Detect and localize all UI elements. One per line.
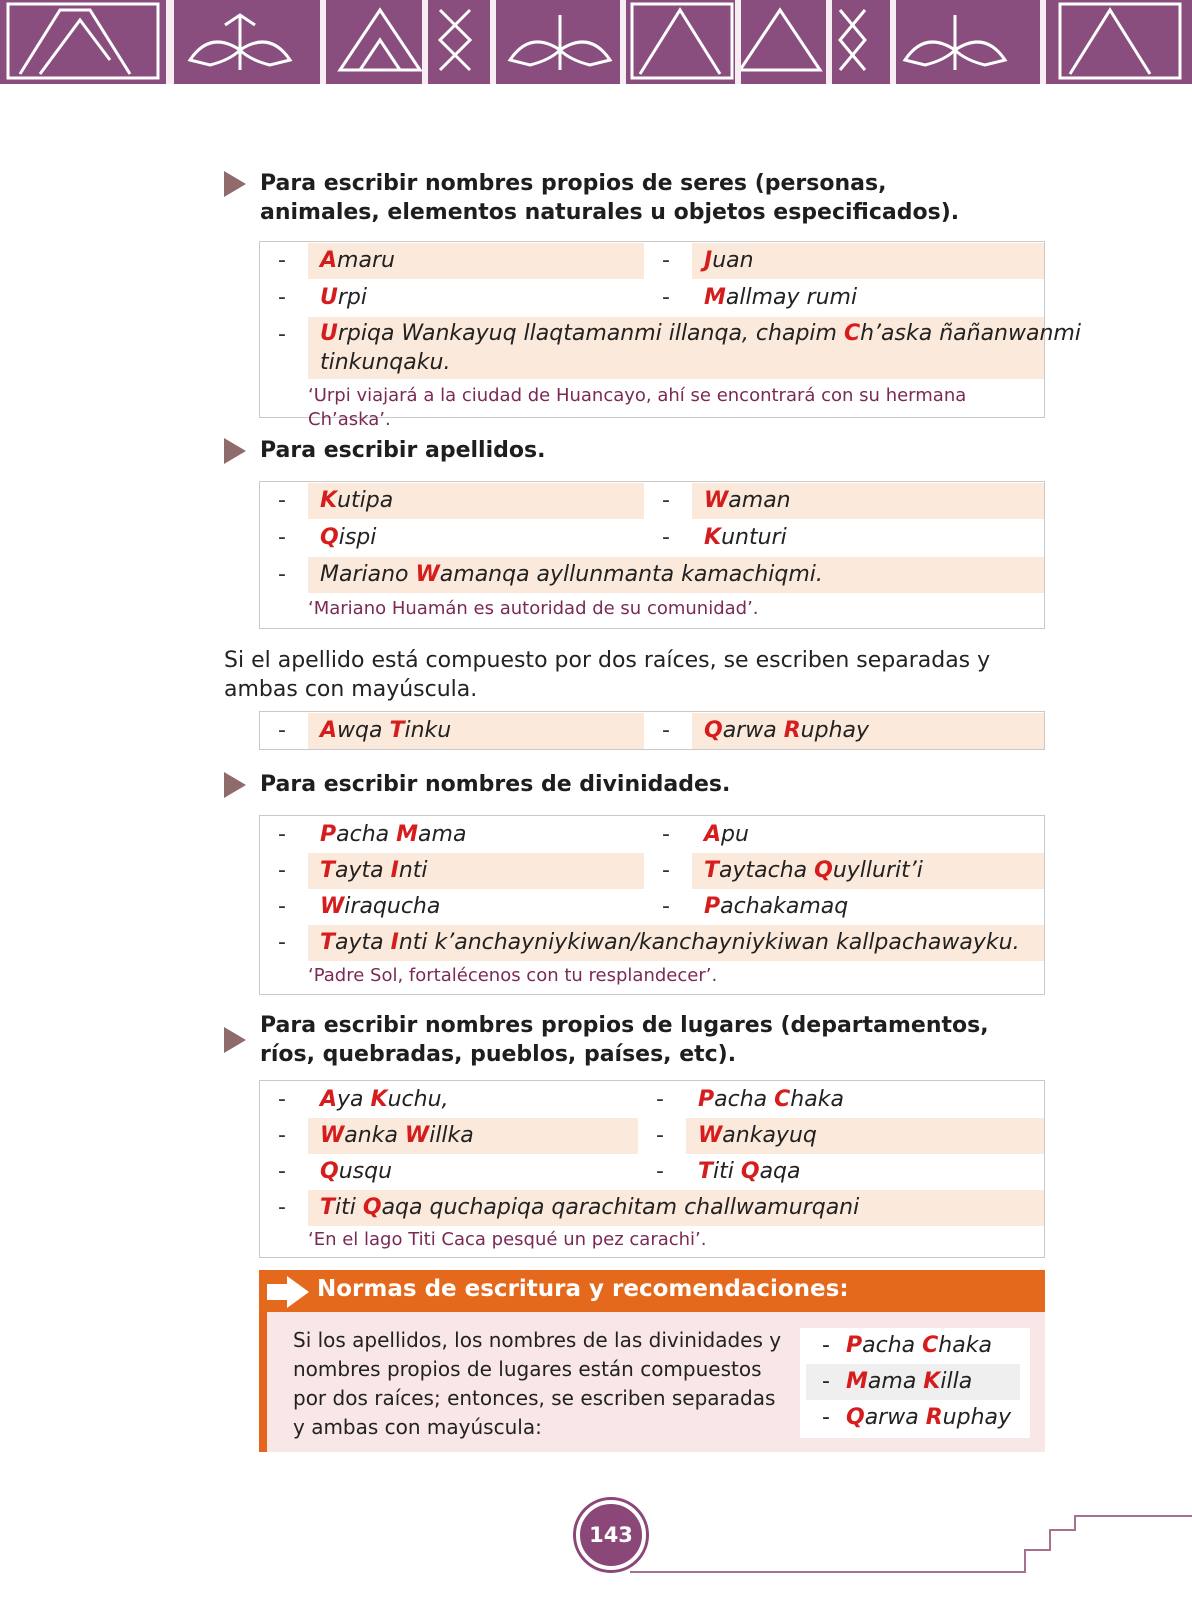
triangle-bullet-icon (224, 171, 246, 197)
compound-surname-paragraph: Si el apellido está compuesto por dos raíces, se escriben separadas y ambas con mayúscula. (224, 648, 991, 702)
example-box-divinidades: - Pacha Mama - Apu - Tayta Inti - Taytacha Quyllurit’i - Wiraqucha - Pachakamaq - Tayta Inti k’anchayniykiwan/kanchayniykiwan kallpachawayku. ‘Padre Sol, fortalécenos con tu resplandecer’. (259, 815, 1045, 995)
list-item: - Mama Killa (806, 1364, 1020, 1400)
example-box-lugares: - Aya Kuchu, - Pacha Chaka - Wanka Willka - Wankayuq - Qusqu - Titi Qaqa - Titi Qaqa quchapiqa qarachitam challwamurqani ‘En el lago Titi Caca pesqué un pez carachi’. (259, 1080, 1045, 1258)
triangle-bullet-icon (224, 438, 246, 464)
normas-examples (800, 1328, 1030, 1438)
page-number: 143 (576, 1500, 646, 1570)
normas-header: Normas de escritura y recomendaciones: (259, 1270, 1045, 1312)
translation: ‘Urpi viajará a la ciudad de Huancayo, ahí se encontrará con su hermana Ch’aska’. (308, 385, 967, 430)
example-box-compuesto: - Awqa Tinku - Qarwa Ruphay (259, 711, 1045, 750)
list-item: - Qarwa Ruphay (822, 1405, 1012, 1430)
translation: ‘En el lago Titi Caca pesqué un pez carachi’. (308, 1229, 707, 1250)
translation: ‘Mariano Huamán es autoridad de su comunidad’. (308, 598, 759, 619)
triangle-bullet-icon (224, 1027, 246, 1053)
arrow-right-icon (265, 1274, 311, 1310)
normas-box (259, 1270, 1045, 1452)
normas-text: Si los apellidos, los nombres de las divinidades y nombres propios de lugares están compuestos por dos raíces; entonces, se escriben separadas y ambas con mayúscula: (293, 1328, 782, 1439)
example-box-seres: - Amaru - Juan - Urpi - Mallmay rumi - Urpiqa Wankayuq llaqtamanmi illanqa, chapim Ch’aska ñañanwanmi tinkunqaku. ‘Urpi viajará a la ciudad de Huancayo, ahí se encontrará con su hermana Ch’aska’. (259, 241, 1045, 418)
example-box-apellidos: - Kutipa - Waman - Qispi - Kunturi - Mariano Wamanqa ayllunmanta kamachiqmi. ‘Mariano Huamán es autoridad de su comunidad’. (259, 481, 1045, 629)
list-item: - Pacha Chaka (822, 1333, 992, 1358)
triangle-bullet-icon (224, 772, 246, 798)
translation: ‘Padre Sol, fortalécenos con tu resplandecer’. (308, 965, 718, 986)
